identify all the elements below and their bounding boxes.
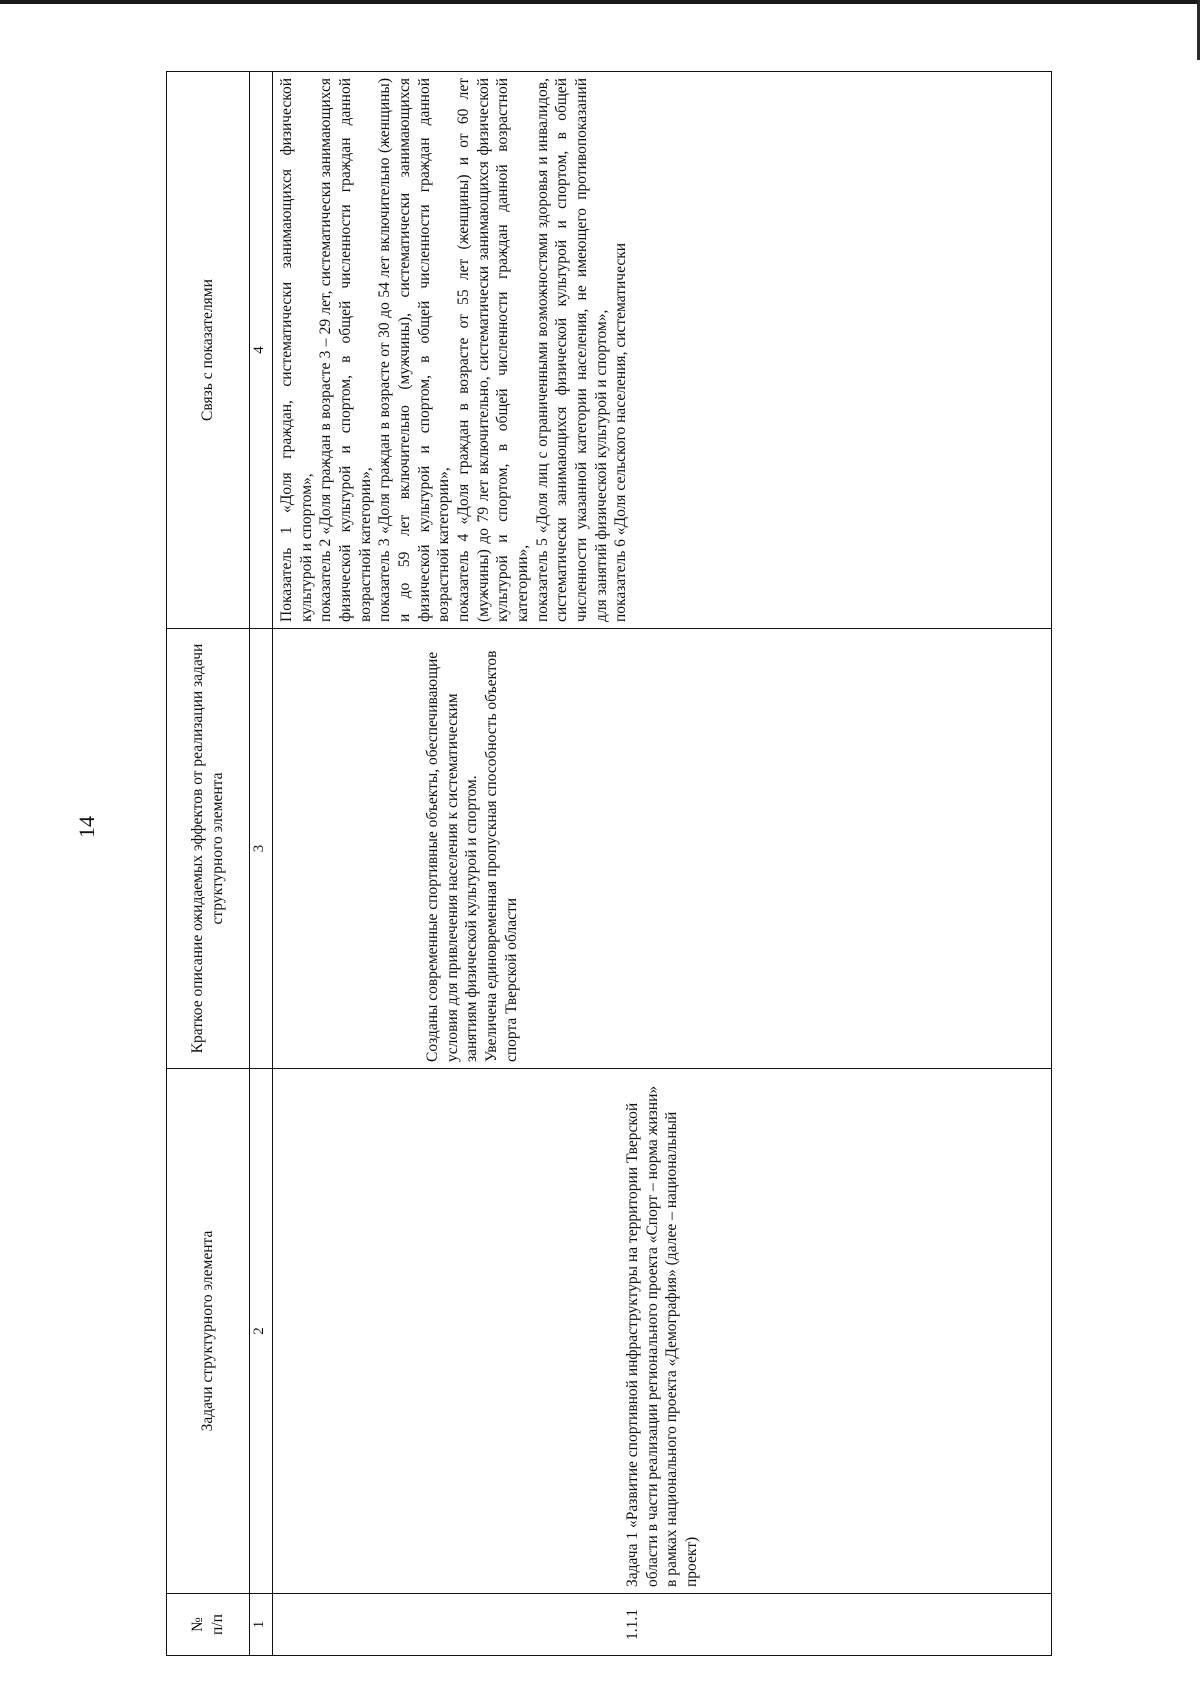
rotated-table-container [166,72,1052,1656]
row-number: 1.1.1 [273,1594,1052,1656]
table-row [273,72,1052,1656]
header-tasks: Задачи структурного элемента [167,1069,250,1594]
effect-text: Увеличена единовременная пропускная способность объектов спорта Тверской области [483,650,520,1062]
header-number [167,1594,250,1656]
indicator-text: показатель 4 «Доля граждан в возрасте от 55 лет (женщины) и от 60 лет (мужчины) до 79 лет включительно, систематически занимающихся физической культурой и спортом, в общей численности граждан данной возрастной категории», [455,78,532,622]
indicators-cell [273,72,1052,629]
effect-text: Созданы современные спортивные объекты, обеспечивающие условия для привлечения населения к систематическим занятиям физической культурой и спортом. [424,651,481,1062]
indicator-text: Показатель 1 «Доля граждан, систематически занимающихся физической культурой и спортом», [278,78,315,622]
indicator-text: показатель 5 «Доля лиц с ограниченными возможностями здоровья и инвалидов, систематически занимающихся физической культурой и спортом, в общей численности указанной категории населения, не имеющего противопоказаний для занятий физической культурой и спортом», [533,78,610,622]
indicator-text: показатель 6 «Доля сельского населения, систематически [612,242,630,622]
header-number-line: п/п [209,1614,226,1635]
column-number-row [250,72,273,1656]
indicator-text: показатель 2 «Доля граждан в возрасте 3 – 29 лет, систематически занимающихся физической культурой и спортом, в общей численности граждан данной возрастной категории», [317,78,374,622]
header-effects: Краткое описание ожидаемых эффектов от реализации задачи структурного элемента [167,629,250,1069]
indicator-text: показатель 3 «Доля граждан в возрасте от 30 до 54 лет включительно (женщины) и до 59 лет включительно (мужчины), систематически занимающихся физической культурой и спортом, в общей численности граждан данной возрастной категории», [376,78,453,622]
task-cell: Задача 1 «Развитие спортивной инфраструктуры на территории Тверской области в части реализации регионального проекта «Спорт – норма жизни» в рамках национального проекта «Демография» (далее – национальный проект) [273,1069,1052,1594]
column-number: 1 [250,1594,273,1656]
table-header-row [167,72,250,1656]
effects-cell [273,629,1052,1069]
page-number: 14 [74,816,99,838]
column-number: 4 [250,72,273,629]
header-indicators: Связь с показателями [167,72,250,629]
header-number-line: № [189,1617,207,1632]
column-number: 3 [250,629,273,1069]
indicators-table [166,71,1052,1656]
scan-edge-top [0,0,1200,4]
column-number: 2 [250,1069,273,1594]
